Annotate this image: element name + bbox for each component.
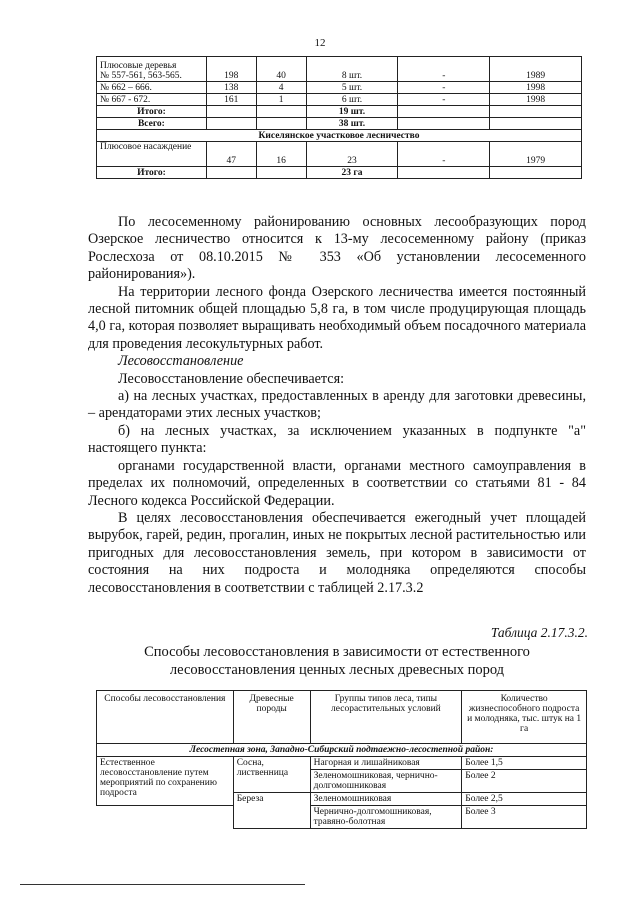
cell-value: 1 [256, 94, 306, 106]
table-row [97, 57, 582, 82]
empty-cell [206, 106, 256, 118]
cell-name: № 662 – 666. [97, 82, 207, 94]
table-row [97, 82, 582, 94]
table-row-total [97, 167, 582, 179]
table-title [88, 643, 586, 679]
species-cell: Сосна, лиственница [233, 757, 310, 793]
cell-name: № 667 - 672. [97, 94, 207, 106]
cell-name: Плюсовое насаждение [97, 142, 207, 167]
table-row [97, 806, 587, 829]
body-text [88, 214, 586, 597]
empty-cell [256, 118, 306, 130]
amount-cell: Более 2 [462, 770, 587, 793]
cell-value: - [398, 82, 490, 94]
paragraph: По лесосеменному районированию основных лесообразующих пород Озерское лесничество относится к 13-му лесосеменному району (приказ Рослесхоза от 08.10.2015 № 353 «Об установлении лесосеменного районирования»). [88, 214, 586, 283]
paragraph: а) на лесных участках, предоставленных в аренду для заготовки древесины, – арендаторами этих лесных участков; [88, 388, 586, 422]
plus-trees-table [96, 56, 582, 179]
cell-value: 1998 [490, 94, 582, 106]
paragraph: б) на лесных участках, за исключением указанных в подпункте "а" настоящего пункта: [88, 422, 586, 457]
table-title-line: лесовосстановления ценных лесных древесных пород [169, 662, 505, 678]
forest-type-cell: Зеленомошниковая, чернично-долгомошниковая [310, 770, 462, 793]
itogo-value: 19 шт. [306, 106, 398, 118]
empty-cell [490, 106, 582, 118]
table-row-total [97, 106, 582, 118]
column-header: Группы типов леса, типы лесорастительных условий [310, 691, 462, 744]
cell-value: 161 [206, 94, 256, 106]
cell-value: 8 шт. [306, 57, 398, 82]
table-row [97, 94, 582, 106]
reforestation-table [96, 690, 587, 829]
empty-cell [206, 167, 256, 179]
cell-value: 6 шт. [306, 94, 398, 106]
empty-cell [206, 118, 256, 130]
table-row [97, 757, 587, 770]
cell-value: - [398, 94, 490, 106]
cell-name [97, 57, 207, 82]
table-title-line: Способы лесовосстановления в зависимости от естественного [144, 644, 530, 660]
paragraph: На территории лесного фонда Озерского лесничества имеется постоянный лесной питомник общей площадью 5,8 га, в том числе продуцирующая площадь 4,0 га, которая позволяет выращивать необходимый объем посадочного материала для проведения лесокультурных работ. [88, 283, 586, 352]
cell-value: 47 [206, 142, 256, 167]
column-header: Количество жизнеспособного подроста и молодняка, тыс. штук на 1 га [462, 691, 587, 744]
empty-cell [97, 806, 234, 829]
empty-cell [398, 118, 490, 130]
itogo-value: 23 га [306, 167, 398, 179]
table-zone-row [97, 744, 587, 757]
cell-value: - [398, 142, 490, 167]
vsego-label: Всего: [97, 118, 207, 130]
method-cell: Естественное лесовосстановление путем мероприятий по сохранению подроста [97, 757, 234, 806]
cell-value: 198 [206, 57, 256, 82]
cell-value: 1979 [490, 142, 582, 167]
forest-type-cell: Зеленомошниковая [310, 793, 462, 806]
paragraph: органами государственной власти, органами местного самоуправления в пределах их полномочий, определенных в соответствии со статьями 81 - 84 Лесного кодекса Российской Федерации. [88, 457, 586, 509]
page-number: 12 [314, 37, 326, 49]
cell-value: 1998 [490, 82, 582, 94]
cell-name-line2: № 557-561, 563-565. [100, 71, 182, 81]
cell-value: 138 [206, 82, 256, 94]
zone-title: Лесостепная зона, Западно-Сибирский подтаежно-лесостепной район: [97, 744, 587, 757]
paragraph: Лесовосстановление обеспечивается: [118, 370, 345, 387]
amount-cell: Более 3 [462, 806, 587, 829]
forest-type-cell: Чернично-долгомошниковая, травяно-болотная [310, 806, 462, 829]
species-cell: Береза [233, 793, 310, 829]
cell-value: 5 шт. [306, 82, 398, 94]
cell-value: 40 [256, 57, 306, 82]
forest-type-cell: Нагорная и лишайниковая [310, 757, 462, 770]
empty-cell [490, 167, 582, 179]
paragraph: В целях лесовосстановления обеспечивается ежегодный учет площадей вырубок, гарей, редин, прогалин, иных не покрытых лесной растительностью или пригодных для лесовосстановления земель, при котором в зависимости от состояния на них подроста и молодняка определяются способы лесовосстановления в соответствии с таблицей 2.17.3.2 [88, 509, 586, 596]
vsego-value: 38 шт. [306, 118, 398, 130]
cell-value: 4 [256, 82, 306, 94]
table-header-row [97, 691, 587, 744]
table-row-grand-total [97, 118, 582, 130]
cell-value: - [398, 57, 490, 82]
column-header: Древесные породы [233, 691, 310, 744]
table-section-row [97, 130, 582, 142]
amount-cell: Более 2,5 [462, 793, 587, 806]
empty-cell [256, 167, 306, 179]
empty-cell [490, 118, 582, 130]
table-number: Таблица 2.17.3.2. [490, 625, 588, 640]
cell-value: 23 [306, 142, 398, 167]
itogo-label: Итого: [97, 167, 207, 179]
page-bottom-rule [20, 884, 305, 885]
column-header: Способы лесовосстановления [97, 691, 234, 744]
itogo-label: Итого: [97, 106, 207, 118]
empty-cell [398, 167, 490, 179]
cell-value: 1989 [490, 57, 582, 82]
section-title: Киселянское участковое лесничество [97, 130, 582, 142]
table-row [97, 142, 582, 167]
amount-cell: Более 1,5 [462, 757, 587, 770]
section-heading: Лесовосстановление [118, 353, 244, 370]
empty-cell [398, 106, 490, 118]
empty-cell [256, 106, 306, 118]
cell-name-line1: Плюсовые деревья [100, 61, 177, 71]
cell-value: 16 [256, 142, 306, 167]
